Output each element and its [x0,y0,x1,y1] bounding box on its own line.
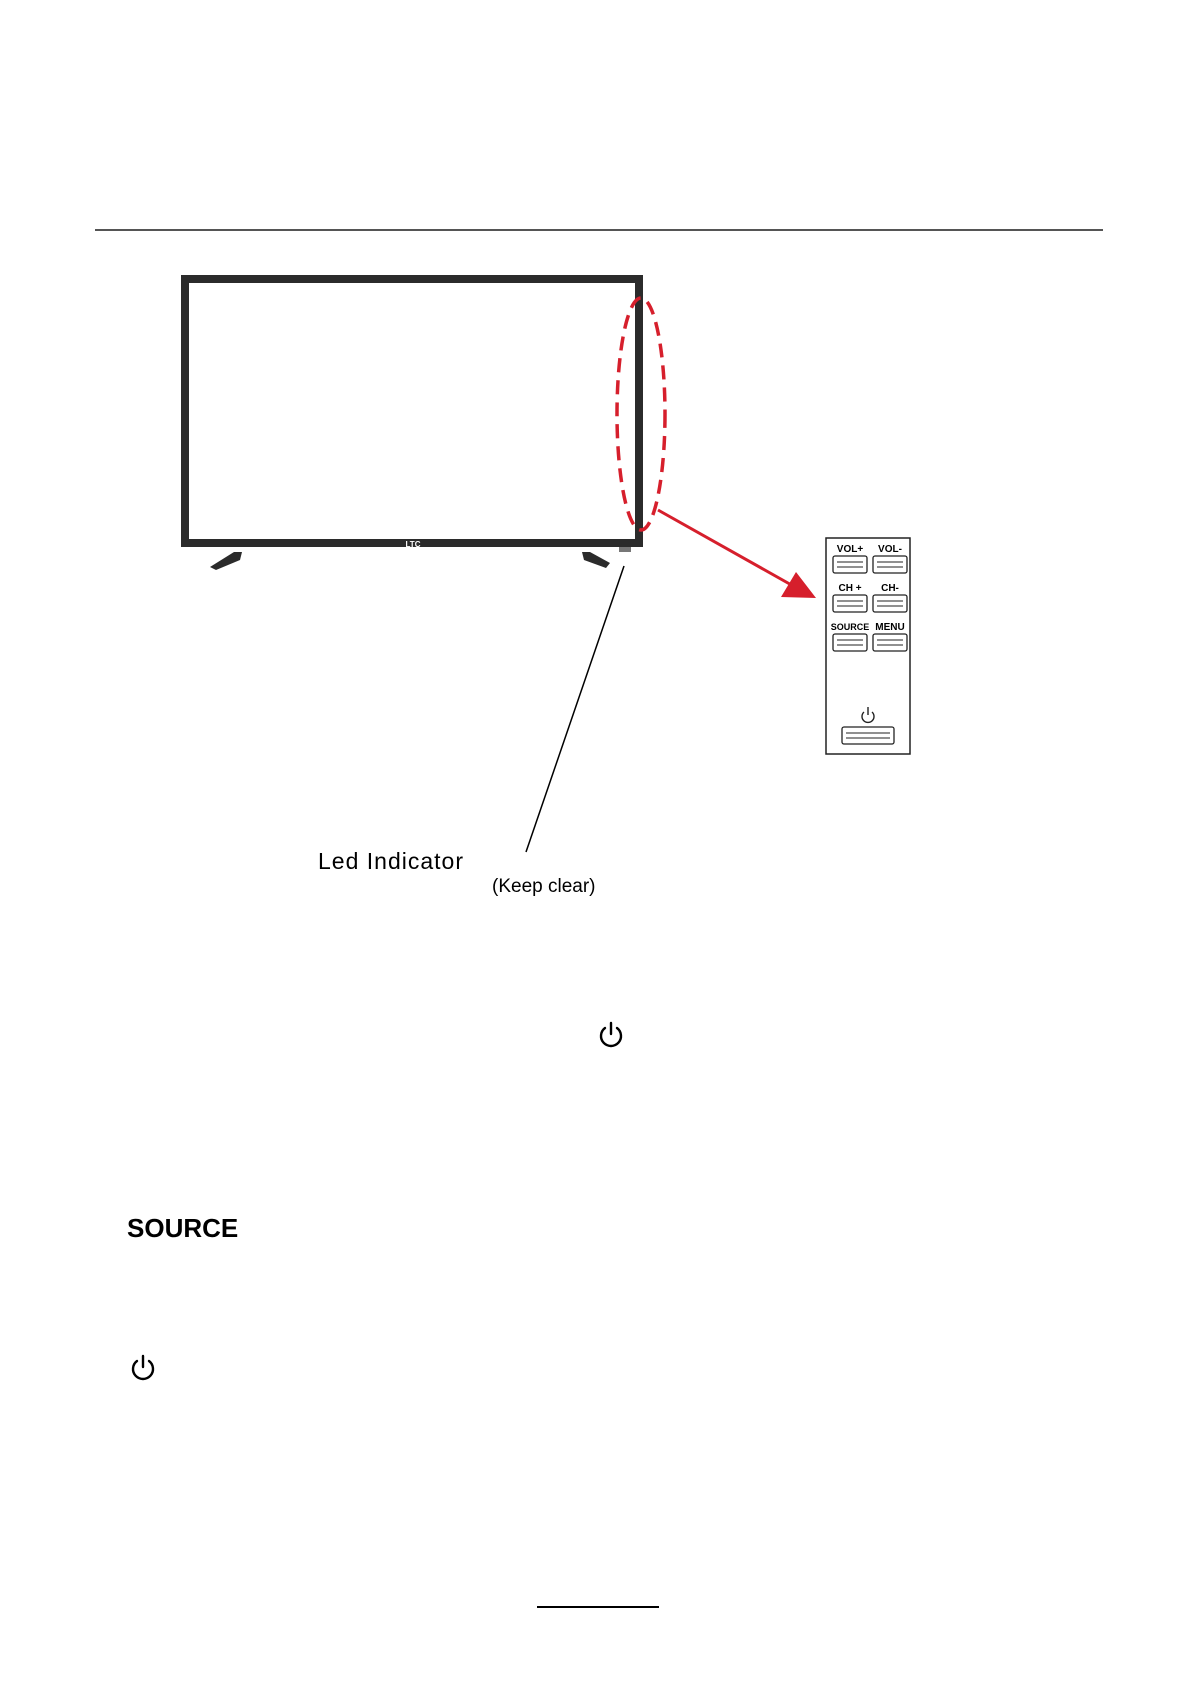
panel-button-5[interactable] [873,634,907,651]
keep-clear-label: (Keep clear) [492,876,596,897]
tv-stand-right [582,552,610,568]
led-pointer-line [526,566,624,852]
power-icon [596,1020,626,1050]
panel-button-2[interactable] [833,595,867,612]
panel-label-3: CH- [881,583,899,594]
panel-label-5: MENU [875,622,905,633]
tv-brand-logo: LTC [405,540,421,549]
led-indicator [619,547,631,552]
panel-button-1[interactable] [873,556,907,573]
panel-button-4[interactable] [833,634,867,651]
panel-label-2: CH + [838,583,862,594]
panel-label-4: SOURCE [830,622,870,632]
control-panel [826,538,910,754]
panel-label-1: VOL- [878,544,902,555]
power-icon [128,1353,158,1383]
tv-screen [185,279,639,543]
callout-arrow-line [658,510,795,587]
panel-button-0[interactable] [833,556,867,573]
panel-power-button[interactable] [842,727,894,744]
footer-divider [537,1606,659,1608]
led-indicator-label: Led Indicator [318,848,464,874]
callout-arrowhead-icon [781,572,816,598]
panel-button-3[interactable] [873,595,907,612]
tv-stand-left [210,552,242,570]
panel-label-0: VOL+ [836,544,864,555]
source-heading: SOURCE [127,1213,239,1243]
